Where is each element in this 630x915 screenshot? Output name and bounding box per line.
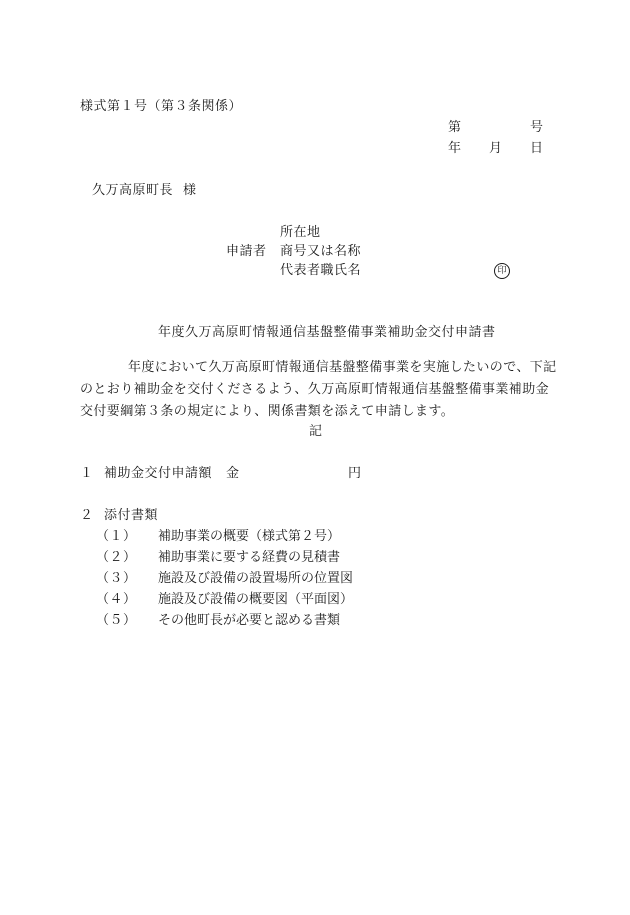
item2-label: 添付書類 bbox=[104, 508, 159, 523]
address-label: 所在地 bbox=[280, 225, 321, 240]
applicant-role-label: 申請者 bbox=[226, 244, 267, 259]
attachment-number: （３） bbox=[96, 571, 137, 586]
date-month: 月 bbox=[489, 141, 503, 156]
item1-label: 補助金交付申請額 bbox=[104, 466, 213, 481]
attachment-text: その他町長が必要と認める書類 bbox=[158, 613, 341, 628]
attachment-text: 施設及び設備の設置場所の位置図 bbox=[158, 571, 354, 586]
doc-number-prefix: 第 bbox=[448, 120, 462, 135]
ki-heading: 記 bbox=[309, 424, 323, 439]
addressee: 久万高原町長 bbox=[92, 183, 174, 198]
document-title: 年度久万高原町情報通信基盤整備事業補助金交付申請書 bbox=[158, 325, 496, 340]
company-label: 商号又は名称 bbox=[280, 244, 362, 259]
attachment-text: 補助事業に要する経費の見積書 bbox=[158, 550, 341, 565]
attachment-number: （４） bbox=[96, 592, 137, 607]
seal-mark-icon: 印 bbox=[494, 263, 510, 279]
attachment-item bbox=[96, 614, 340, 627]
date-day: 日 bbox=[530, 141, 544, 156]
representative-label: 代表者職氏名 bbox=[280, 263, 362, 278]
form-number: 様式第１号（第３条関係） bbox=[80, 99, 243, 114]
attachment-item bbox=[96, 530, 340, 543]
addressee-honorific: 様 bbox=[183, 183, 197, 198]
attachment-item bbox=[96, 593, 353, 606]
item1-unit: 円 bbox=[348, 466, 362, 481]
attachment-item bbox=[96, 551, 340, 564]
doc-number-suffix: 号 bbox=[530, 120, 544, 135]
attachment-text: 施設及び設備の概要図（平面図） bbox=[158, 592, 354, 607]
item1-number: １ bbox=[80, 466, 94, 481]
attachment-number: （１） bbox=[96, 529, 137, 544]
attachment-number: （５） bbox=[96, 613, 137, 628]
attachment-number: （２） bbox=[96, 550, 137, 565]
attachment-item bbox=[96, 572, 353, 585]
item1-currency-prefix: 金 bbox=[226, 466, 240, 481]
body-paragraph: 年度において久万高原町情報通信基盤整備事業を実施したいので、下記のとおり補助金を交付くださるよう、久万高原町情報通信基盤整備事業補助金交付要綱第３条の規定により、関係書類を添えて申請します。 bbox=[80, 360, 557, 419]
attachment-text: 補助事業の概要（様式第２号） bbox=[158, 529, 341, 544]
item2-number: ２ bbox=[80, 508, 94, 523]
date-year: 年 bbox=[448, 141, 462, 156]
